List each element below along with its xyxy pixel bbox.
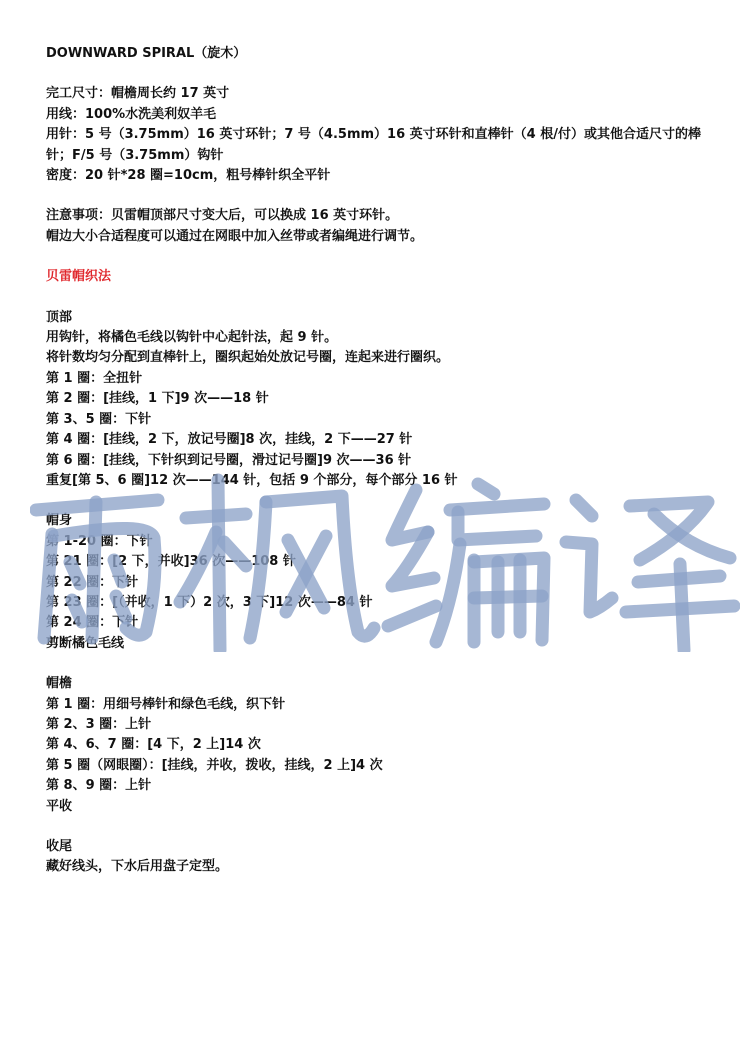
instruction-line: 用钩针，将橘色毛线以钩针中心起针法，起 9 针。	[46, 330, 338, 346]
instruction-line: 第 1 圈：用细号棒针和绿色毛线，织下针	[46, 696, 286, 712]
spec-yarn: 用线：100%水洗美利奴羊毛	[46, 106, 217, 122]
instruction-line: 第 1 圈：全扭针	[46, 370, 143, 386]
instruction-line: 第 23 圈：[（并收，1 下）2 次，3 下]12 次——84 针	[46, 594, 373, 610]
document-body	[46, 44, 716, 878]
instruction-line: 重复[第 5、6 圈]12 次——144 针，包括 9 个部分，每个部分 16 针	[46, 472, 458, 488]
instruction-line: 藏好线头，下水后用盘子定型。	[46, 859, 229, 875]
instruction-line: 第 5 圈（网眼圈）：[挂线，并收，拨收，挂线，2 上]4 次	[46, 757, 383, 773]
section-heading-brim: 帽檐	[46, 676, 73, 692]
spec-finished-size: 完工尺寸：帽檐周长约 17 英寸	[46, 86, 230, 102]
instruction-line: 第 1-20 圈：下针	[46, 533, 153, 549]
instruction-line: 第 22 圈：下针	[46, 574, 139, 590]
instruction-line: 第 4、6、7 圈：[4 下，2 上]14 次	[46, 737, 261, 753]
instruction-line: 第 2、3 圈：上针	[46, 716, 152, 732]
spec-gauge: 密度：20 针*28 圈=10cm，粗号棒针织全平针	[46, 168, 331, 184]
instruction-line: 第 3、5 圈：下针	[46, 411, 152, 427]
section-heading-finish: 收尾	[46, 839, 73, 854]
note-line: 注意事项：贝雷帽顶部尺寸变大后，可以换成 16 英寸环针。	[46, 208, 399, 224]
instruction-line: 第 21 圈：[2 下，并收]36 次——108 针	[46, 554, 296, 570]
instruction-line: 将针数均匀分配到直棒针上，圈织起始处放记号圈，连起来进行圈织。	[46, 350, 450, 366]
instruction-line: 剪断橘色毛线	[46, 635, 125, 651]
document-title: DOWNWARD SPIRAL（旋木）	[46, 46, 247, 61]
instruction-line: 第 8、9 圈：上针	[46, 778, 152, 794]
section-heading-body: 帽身	[46, 513, 73, 529]
instruction-line: 第 6 圈：[挂线，下针织到记号圈，滑过记号圈]9 次——36 针	[46, 452, 412, 468]
section-heading-top: 顶部	[46, 309, 73, 325]
instruction-line: 第 24 圈：下针	[46, 615, 139, 631]
method-heading: 贝雷帽织法	[46, 269, 112, 285]
instruction-line: 第 2 圈：[挂线，1 下]9 次——18 针	[46, 391, 269, 407]
spec-needles: 用针：5 号（3.75mm）16 英寸环针；7 号（4.5mm）16 英寸环针和直棒针（4 根/付）或其他合适尺寸的棒针；F/5 号（3.75mm）钩针	[46, 127, 701, 163]
instruction-line: 第 4 圈：[挂线，2 下，放记号圈]8 次，挂线，2 下——27 针	[46, 432, 413, 448]
note-line: 帽边大小合适程度可以通过在网眼中加入丝带或者编绳进行调节。	[46, 228, 424, 244]
instruction-line: 平收	[46, 798, 73, 814]
